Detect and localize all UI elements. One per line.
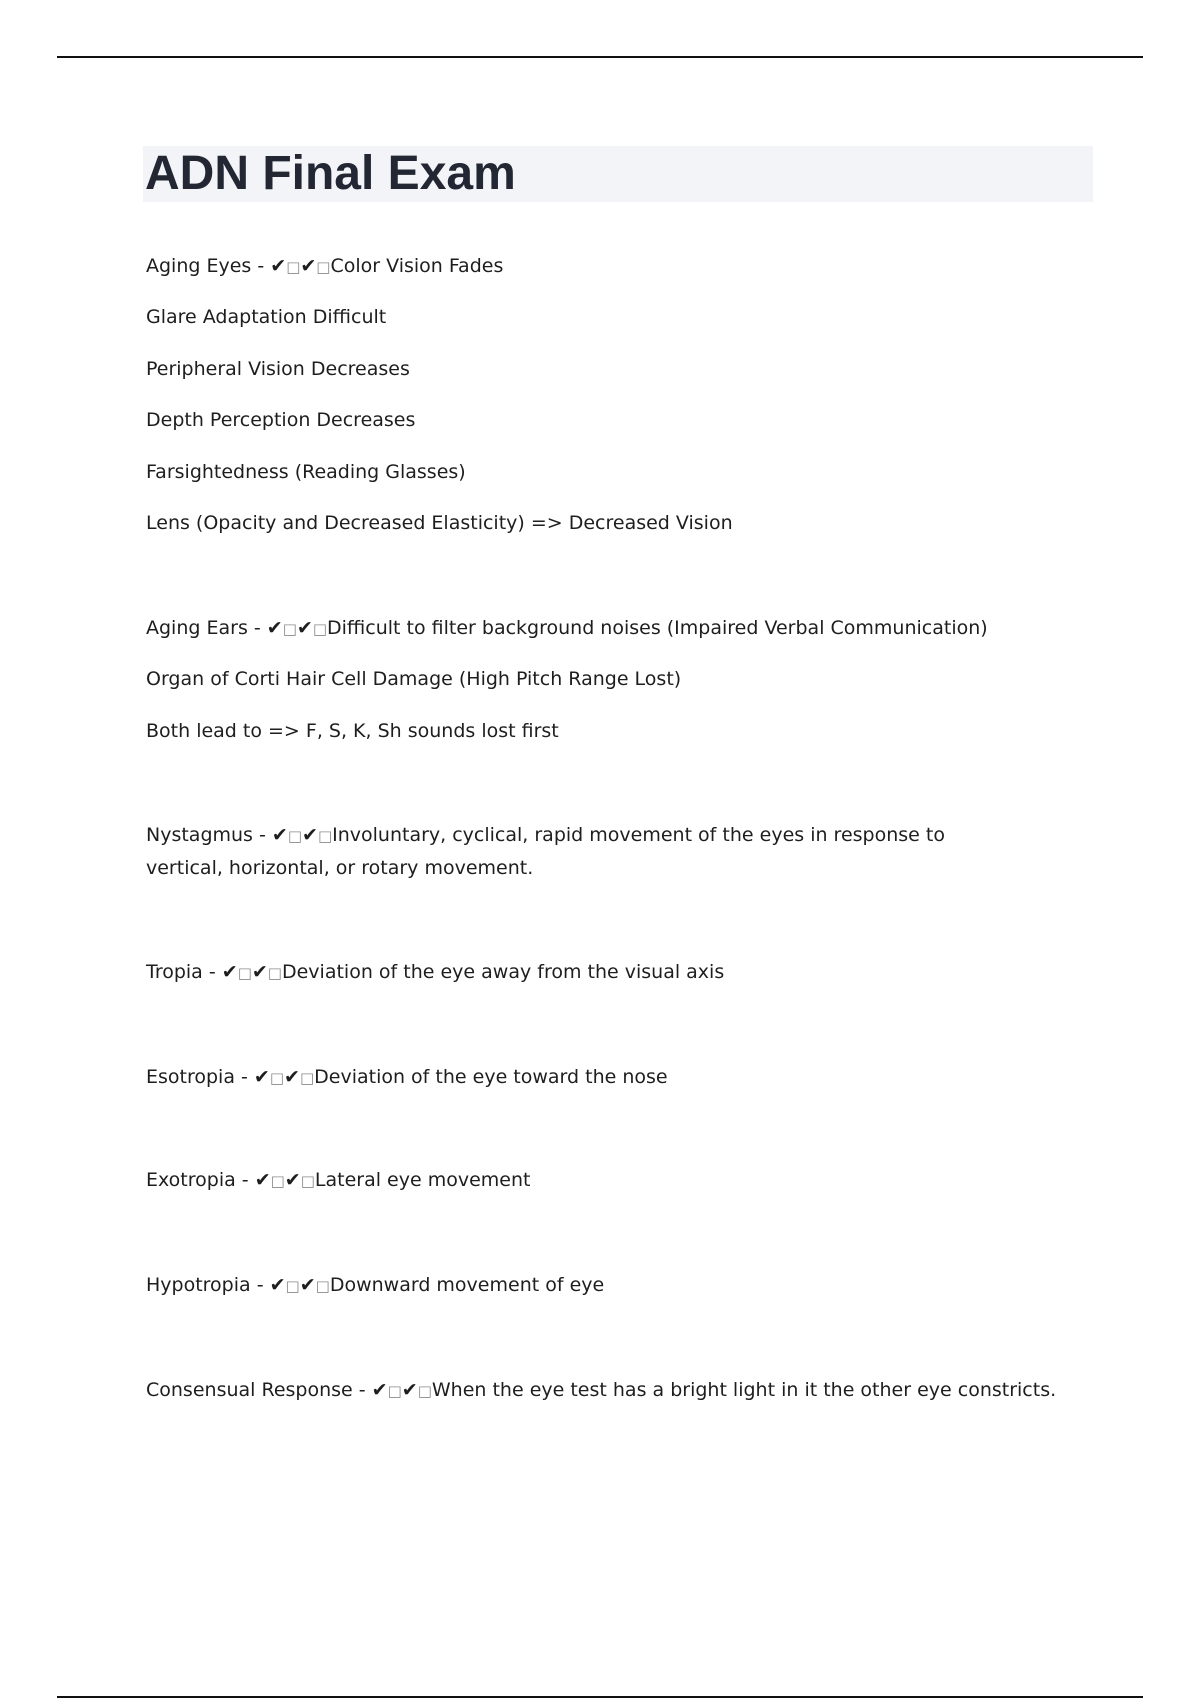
check-icon: ✔: [271, 824, 288, 846]
box-icon: □: [317, 827, 333, 845]
entry-term: Aging Eyes: [146, 255, 252, 277]
entry-consensual-response: Consensual Response - ✔□✔□When the eye test has a bright light in it the other eye constricts.: [146, 1379, 1057, 1401]
box-icon: □: [299, 1069, 315, 1087]
answer-line: Farsightedness (Reading Glasses): [146, 461, 466, 483]
entry-answer: Deviation of the eye toward the nose: [314, 1066, 668, 1088]
box-icon: □: [269, 1069, 285, 1087]
check-icon: ✔: [284, 1169, 301, 1191]
entry-answer: Downward movement of eye: [329, 1274, 605, 1296]
entry-answer: Deviation of the eye away from the visual axis: [281, 961, 725, 983]
box-icon: □: [315, 1277, 330, 1295]
check-icon: ✔: [299, 1274, 316, 1296]
box-icon: □: [387, 1382, 402, 1400]
box-icon: □: [285, 1277, 300, 1295]
entry-answer: Involuntary, cyclical, rapid movement of the eyes in response to vertical, horizontal, or rotary movement.: [146, 824, 945, 879]
entry-tropia: Tropia - ✔□✔□Deviation of the eye away from the visual axis: [146, 961, 725, 983]
check-icon: ✔: [371, 1379, 388, 1401]
entry-esotropia: Esotropia - ✔□✔□Deviation of the eye toward the nose: [146, 1066, 668, 1088]
check-icon: ✔: [296, 617, 313, 639]
box-icon: □: [316, 258, 331, 276]
entry-term: Hypotropia: [146, 1274, 251, 1296]
box-icon: □: [286, 258, 301, 276]
footer-rule: [57, 1696, 1143, 1698]
answer-line: Glare Adaptation Difficult: [146, 306, 387, 328]
entry-nystagmus: Nystagmus - ✔□✔□Involuntary, cyclical, rapid movement of the eyes in response to vertical, horizontal, or rotary movement.: [146, 824, 945, 879]
check-icon: ✔: [302, 824, 318, 846]
box-icon: □: [312, 620, 327, 638]
check-icon: ✔: [401, 1379, 418, 1401]
check-icon: ✔: [254, 1169, 271, 1191]
entry-answer: When the eye test has a bright light in it the other eye constricts.: [431, 1379, 1057, 1401]
box-icon: □: [287, 827, 303, 845]
box-icon: □: [300, 1172, 315, 1190]
entry-term: Tropia: [146, 961, 203, 983]
entry-exotropia: Exotropia - ✔□✔□Lateral eye movement: [146, 1169, 531, 1191]
check-icon: ✔: [284, 1066, 300, 1088]
box-icon: □: [417, 1382, 432, 1400]
check-icon: ✔: [266, 617, 283, 639]
entry-term: Aging Ears: [146, 617, 248, 639]
box-icon: □: [282, 620, 297, 638]
entry-answer: Difficult to filter background noises (Impaired Verbal Communication): [327, 617, 988, 639]
check-icon: ✔: [269, 1274, 286, 1296]
page-title: ADN Final Exam: [145, 147, 516, 200]
entry-term: Esotropia: [146, 1066, 235, 1088]
entry-term: Nystagmus: [146, 824, 253, 846]
check-icon: ✔: [251, 961, 268, 983]
entry-aging-eyes: Aging Eyes - ✔□✔□Color Vision Fades: [146, 255, 504, 277]
check-icon: ✔: [253, 1066, 270, 1088]
answer-line: Lens (Opacity and Decreased Elasticity) => Decreased Vision: [146, 512, 733, 534]
answer-line: Peripheral Vision Decreases: [146, 358, 410, 380]
entry-answer: Lateral eye movement: [314, 1169, 531, 1191]
check-icon: ✔: [221, 961, 238, 983]
answer-line: Depth Perception Decreases: [146, 409, 416, 431]
box-icon: □: [270, 1172, 285, 1190]
answer-line: Organ of Corti Hair Cell Damage (High Pitch Range Lost): [146, 668, 682, 690]
box-icon: □: [237, 964, 252, 982]
check-icon: ✔: [300, 255, 317, 277]
box-icon: □: [267, 964, 282, 982]
check-icon: ✔: [270, 255, 287, 277]
answer-line: Both lead to => F, S, K, Sh sounds lost first: [146, 720, 559, 742]
entry-aging-ears: Aging Ears - ✔□✔□Difficult to filter background noises (Impaired Verbal Communication): [146, 617, 988, 639]
header-rule: [57, 56, 1143, 58]
entry-term: Exotropia: [146, 1169, 236, 1191]
entry-hypotropia: Hypotropia - ✔□✔□Downward movement of eye: [146, 1274, 605, 1296]
entry-term: Consensual Response: [146, 1379, 353, 1401]
entry-answer: Color Vision Fades: [330, 255, 504, 277]
